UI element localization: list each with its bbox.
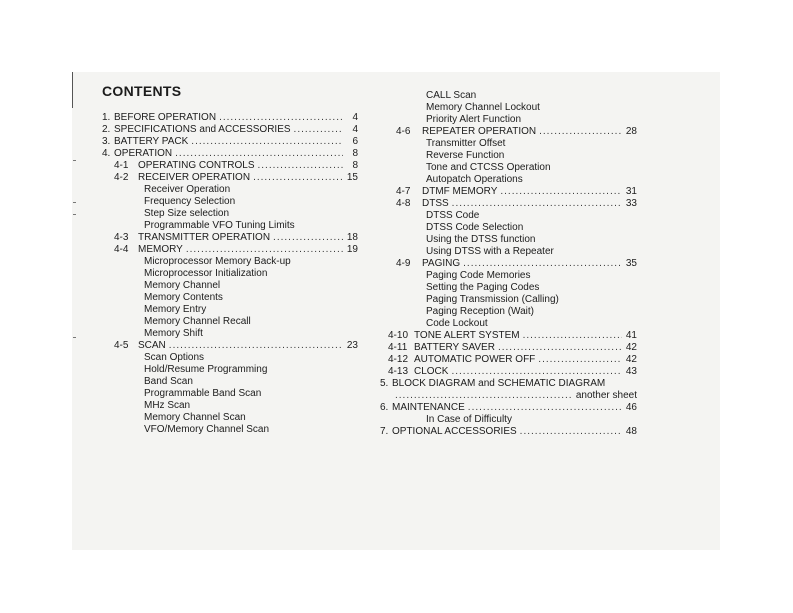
toc-left-column <box>102 112 358 436</box>
toc-subitem: Programmable VFO Tuning Limits <box>144 220 295 231</box>
toc-subitem: CALL Scan <box>426 90 477 101</box>
toc-section-title: MEMORY <box>138 244 183 255</box>
toc-section-number: 4-3 <box>114 232 129 243</box>
toc-page-number: 15 <box>346 172 358 183</box>
toc-entry <box>380 186 637 198</box>
toc-entry <box>380 342 637 354</box>
toc-section-number: 1. <box>102 112 111 123</box>
dot-leader <box>538 354 622 366</box>
toc-entry <box>102 148 358 160</box>
toc-page-number: 18 <box>346 232 358 243</box>
toc-entry <box>380 366 637 378</box>
toc-section-number: 4-8 <box>396 198 411 209</box>
toc-page-number: 48 <box>625 426 637 437</box>
toc-entry <box>102 160 358 172</box>
toc-page-number: 43 <box>625 366 637 377</box>
toc-page-number: 42 <box>625 354 637 365</box>
contents-title: CONTENTS <box>102 83 182 99</box>
toc-section-number: 4-11 <box>388 342 408 353</box>
toc-subitem: DTSS Code <box>426 210 480 221</box>
toc-entry <box>102 244 358 256</box>
toc-entry <box>102 112 358 124</box>
toc-section-title: OPTIONAL ACCESSORIES <box>392 426 517 437</box>
toc-subitem: Autopatch Operations <box>426 174 523 185</box>
toc-subitem: Transmitter Offset <box>426 138 506 149</box>
toc-section-title: DTMF MEMORY <box>422 186 498 197</box>
toc-section-number: 4-7 <box>396 186 411 197</box>
edge-tick <box>73 337 76 338</box>
toc-entry <box>102 340 358 352</box>
toc-section-title: SCAN <box>138 340 166 351</box>
toc-section-number: 4-13 <box>388 366 409 377</box>
dot-leader <box>219 112 343 124</box>
dot-leader <box>169 340 343 352</box>
toc-subitem: Paging Code Memories <box>426 270 531 281</box>
toc-entry <box>380 402 637 414</box>
toc-subitem: Memory Channel <box>144 280 221 291</box>
toc-page-number: 4 <box>352 112 358 123</box>
toc-section-title: MAINTENANCE <box>392 402 465 413</box>
toc-entry <box>380 198 637 210</box>
edge-tick <box>73 214 76 215</box>
dot-leader <box>258 160 344 172</box>
toc-section-title: PAGING <box>422 258 461 269</box>
dot-leader <box>175 148 343 160</box>
toc-subitem: Memory Entry <box>144 304 207 315</box>
toc-subitem: VFO/Memory Channel Scan <box>144 424 270 435</box>
toc-page-number: 33 <box>625 198 637 209</box>
toc-entry <box>380 330 637 342</box>
dot-leader <box>539 126 622 138</box>
toc-section-number: 4-2 <box>114 172 129 183</box>
toc-section-number: 4-6 <box>396 126 411 137</box>
toc-section-title: REPEATER OPERATION <box>422 126 537 137</box>
dot-leader <box>523 330 622 342</box>
toc-subitem: Step Size selection <box>144 208 230 219</box>
toc-subitem: Priority Alert Function <box>426 114 522 125</box>
toc-subitem: Setting the Paging Codes <box>426 282 540 293</box>
toc-subitem: Receiver Operation <box>144 184 231 195</box>
toc-section-number: 4-1 <box>114 160 129 171</box>
dot-leader <box>498 342 622 354</box>
edge-tick <box>73 202 76 203</box>
toc-page-number: 8 <box>352 148 358 159</box>
toc-section-number: 5. <box>380 378 389 389</box>
toc-entry <box>102 136 358 148</box>
toc-subitem: Using DTSS with a Repeater <box>426 246 554 257</box>
toc-section-title: SPECIFICATIONS and ACCESSORIES <box>114 124 291 135</box>
toc-subitem: Scan Options <box>144 352 205 363</box>
toc-subitem: Tone and CTCSS Operation <box>426 162 551 173</box>
toc-section-number: 4-9 <box>396 258 411 269</box>
toc-section-title: BATTERY SAVER <box>414 342 495 353</box>
toc-subitem: DTSS Code Selection <box>426 222 524 233</box>
dot-leader <box>253 172 343 184</box>
toc-subitem: Memory Channel Scan <box>144 412 246 423</box>
dot-leader <box>273 232 343 244</box>
toc-subitem: Code Lockout <box>426 318 488 329</box>
toc-subitem: Memory Channel Lockout <box>426 102 540 113</box>
toc-page-number: 19 <box>346 244 358 255</box>
dot-leader <box>463 258 622 270</box>
toc-section-number: 4-12 <box>388 354 409 365</box>
dot-leader <box>186 244 343 256</box>
toc-entry <box>380 426 637 438</box>
toc-subitem: MHz Scan <box>144 400 191 411</box>
toc-right-column <box>380 90 637 438</box>
toc-page-number: 23 <box>346 340 358 351</box>
toc-subitem: Hold/Resume Programming <box>144 364 268 375</box>
toc-section-number: 3. <box>102 136 111 147</box>
dot-leader <box>520 426 622 438</box>
toc-section-number: 4. <box>102 148 111 159</box>
toc-subitem: Reverse Function <box>426 150 505 161</box>
toc-page-number: 41 <box>625 330 637 341</box>
toc-subitem: Memory Contents <box>144 292 223 303</box>
toc-page-number: 4 <box>352 124 358 135</box>
toc-section-title: TRANSMITTER OPERATION <box>138 232 271 243</box>
toc-section-number: 4-5 <box>114 340 129 351</box>
toc-page-number: 46 <box>625 402 637 413</box>
toc-subitem: Band Scan <box>144 376 193 387</box>
toc-page-number: another sheet <box>575 390 637 401</box>
dot-leader <box>451 366 622 378</box>
toc-section-number: 2. <box>102 124 111 135</box>
edge-tick <box>73 160 76 161</box>
toc-subitem: Paging Reception (Wait) <box>426 306 535 317</box>
toc-section-number: 4-10 <box>388 330 409 341</box>
toc-entry <box>380 354 637 366</box>
dot-leader <box>500 186 622 198</box>
toc-entry <box>380 126 637 138</box>
toc-page-number: 42 <box>625 342 637 353</box>
dot-leader <box>452 198 622 210</box>
toc-section-title: AUTOMATIC POWER OFF <box>414 354 536 365</box>
toc-subitem: Using the DTSS function <box>426 234 536 245</box>
toc-section-title: OPERATION <box>114 148 173 159</box>
toc-subitem: Microprocessor Initialization <box>144 268 268 279</box>
dot-leader <box>468 402 622 414</box>
toc-entry <box>380 258 637 270</box>
toc-entry <box>380 378 637 390</box>
toc-section-title: OPERATING CONTROLS <box>138 160 255 171</box>
toc-entry <box>102 232 358 244</box>
toc-section-number: 6. <box>380 402 389 413</box>
toc-subitem: Memory Shift <box>144 328 203 339</box>
toc-subitem: Paging Transmission (Calling) <box>426 294 559 305</box>
toc-section-number: 4-4 <box>114 244 129 255</box>
toc-page-number: 35 <box>625 258 637 269</box>
toc-subitem: Memory Channel Recall <box>144 316 251 327</box>
dot-leader <box>294 124 343 136</box>
toc-section-title: DTSS <box>422 198 449 209</box>
toc-entry <box>102 172 358 184</box>
toc-subitem: Microprocessor Memory Back-up <box>144 256 291 267</box>
toc-page-number: 6 <box>352 136 358 147</box>
toc-section-number: 7. <box>380 426 389 437</box>
toc-page-number: 28 <box>625 126 637 137</box>
toc-section-title: CLOCK <box>414 366 449 377</box>
dot-leader <box>191 136 343 148</box>
toc-page-number: 31 <box>625 186 637 197</box>
dot-leader <box>395 390 573 402</box>
toc-subitem: In Case of Difficulty <box>426 414 512 425</box>
toc-section-title: BEFORE OPERATION <box>114 112 217 123</box>
toc-subitem: Programmable Band Scan <box>144 388 262 399</box>
toc-section-title: BLOCK DIAGRAM and SCHEMATIC DIAGRAM <box>392 378 606 389</box>
toc-entry <box>102 124 358 136</box>
page-edge-line <box>72 72 73 108</box>
toc-section-title: BATTERY PACK <box>114 136 189 147</box>
toc-subitem: Frequency Selection <box>144 196 236 207</box>
toc-section-title: RECEIVER OPERATION <box>138 172 251 183</box>
toc-page-number: 8 <box>352 160 358 171</box>
toc-entry-continuation <box>380 390 637 402</box>
toc-section-title: TONE ALERT SYSTEM <box>414 330 520 341</box>
